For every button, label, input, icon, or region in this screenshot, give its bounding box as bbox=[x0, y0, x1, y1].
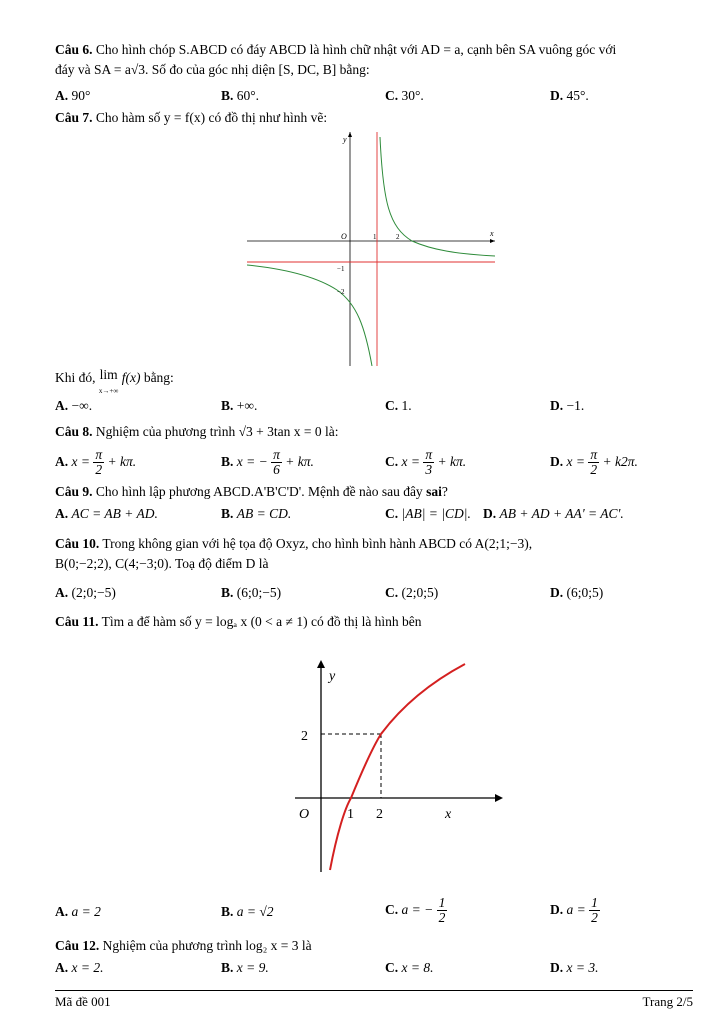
question-11: Câu 11. Tìm a để hàm số y = logₐ x (0 < a ≠ 1) có đồ thị là hình bên bbox=[55, 614, 422, 629]
option-c[interactable]: C. 1. bbox=[385, 398, 412, 413]
question-12: Câu 12. Nghiệm của phương trình log₂ x = 3 là bbox=[55, 938, 312, 953]
axis-x-label: x bbox=[445, 807, 452, 822]
page-number: Trang 2/5 bbox=[642, 994, 693, 1009]
q9-options bbox=[55, 506, 693, 526]
question-7 bbox=[55, 108, 693, 128]
option-d[interactable]: D. x = 3. bbox=[550, 960, 599, 975]
q11-options bbox=[55, 896, 693, 928]
tick-y1: −1 bbox=[337, 265, 345, 273]
question-text: Cho hàm số y = f(x) có đồ thị như hình vẽ: bbox=[95, 110, 328, 125]
exam-code: Mã đề 001 bbox=[55, 994, 111, 1009]
tick-x2: 2 bbox=[376, 807, 383, 822]
tick-x1: 1 bbox=[347, 807, 354, 822]
q8-options bbox=[55, 448, 693, 480]
option-a[interactable]: A. (2;0;−5) bbox=[55, 585, 116, 600]
option-c[interactable]: C. x = $\frac{\pi}{3}$ + kπ. bbox=[385, 447, 467, 478]
curve-left-branch bbox=[247, 265, 372, 366]
question-9: Câu 9. Cho hình lập phương ABCD.A'B'C'D'. Mệnh đề nào sau đây sai? bbox=[55, 484, 448, 499]
option-c[interactable]: C. a = − $\frac{1}{2}$ bbox=[385, 895, 446, 926]
option-c[interactable]: C. x = 8. bbox=[385, 960, 434, 975]
question-text: Cho hình chóp S.ABCD có đáy ABCD là hình chữ nhật với AD = a, cạnh bên SA vuông góc với bbox=[95, 42, 617, 57]
option-b[interactable]: B. AB = CD. bbox=[221, 506, 292, 521]
question-10: Câu 10. Trong không gian với hệ tọa độ Oxyz, cho hình bình hành ABCD có A(2;1;−3), B(0;−2;2), C(4;−3;0). Toạ độ điểm D là bbox=[55, 536, 533, 571]
q11-log-graph bbox=[285, 658, 505, 872]
option-b[interactable]: B. (6;0;−5) bbox=[221, 585, 282, 600]
axis-y-label: y bbox=[343, 135, 347, 144]
origin-label: O bbox=[299, 807, 310, 822]
question-text-2: đáy và SA = a√3. Số đo của góc nhị diện [S, DC, B] bằng: bbox=[55, 61, 370, 77]
q7-options bbox=[55, 398, 693, 418]
option-c[interactable]: C. (2;0;5) bbox=[385, 585, 439, 600]
option-a[interactable]: A. −∞. bbox=[55, 398, 93, 413]
axis-y-label: y bbox=[329, 669, 336, 684]
q7-function-graph bbox=[247, 132, 497, 366]
option-d[interactable]: D. a = $\frac{1}{2}$ bbox=[550, 895, 598, 926]
page-footer bbox=[55, 990, 693, 1010]
question-8: Câu 8. Nghiệm của phương trình √3 + 3tan x = 0 là: bbox=[55, 424, 339, 439]
option-a[interactable]: A. 90° bbox=[55, 88, 91, 103]
option-c[interactable]: C. 30°. bbox=[385, 88, 424, 103]
tick-y2: −2 bbox=[337, 288, 345, 296]
origin-label: O bbox=[341, 232, 347, 241]
option-d[interactable]: D. (6;0;5) bbox=[550, 585, 604, 600]
axis-x-label: x bbox=[490, 229, 494, 238]
option-b[interactable]: B. a = √2 bbox=[221, 904, 274, 919]
tick-x1: 1 bbox=[373, 233, 377, 241]
option-b[interactable]: B. 60°. bbox=[221, 88, 260, 103]
option-d[interactable]: D. x = $\frac{\pi}{2}$ + k2π. bbox=[550, 447, 638, 478]
option-b[interactable]: B. x = 9. bbox=[221, 960, 269, 975]
option-a[interactable]: A. x = $\frac{\pi}{2}$ + kπ. bbox=[55, 447, 137, 478]
tick-y2: 2 bbox=[301, 729, 308, 744]
q10-options bbox=[55, 585, 693, 605]
option-d[interactable]: D. AB + AD + AA' = AC'. bbox=[483, 506, 624, 521]
option-b[interactable]: B. x = − $\frac{\pi}{6}$ + kπ. bbox=[221, 447, 314, 478]
option-b[interactable]: B. +∞. bbox=[221, 398, 258, 413]
option-a[interactable]: A. AC = AB + AD. bbox=[55, 506, 158, 521]
question-label: Câu 7. bbox=[55, 110, 93, 125]
option-c[interactable]: C. |AB| = |CD|. bbox=[385, 506, 471, 521]
option-d[interactable]: D. −1. bbox=[550, 398, 585, 413]
option-d[interactable]: D. 45°. bbox=[550, 88, 589, 103]
question-6 bbox=[55, 40, 693, 79]
question-label: Câu 6. bbox=[55, 42, 93, 57]
q12-options bbox=[55, 960, 693, 980]
q6-options bbox=[55, 88, 693, 108]
log-curve bbox=[330, 664, 465, 870]
option-a[interactable]: A. x = 2. bbox=[55, 960, 104, 975]
option-a[interactable]: A. a = 2 bbox=[55, 904, 101, 919]
tick-x2: 2 bbox=[396, 233, 400, 241]
q7-limit-text: Khi đó, lim x→+∞ f(x) bằng: bbox=[55, 367, 174, 395]
